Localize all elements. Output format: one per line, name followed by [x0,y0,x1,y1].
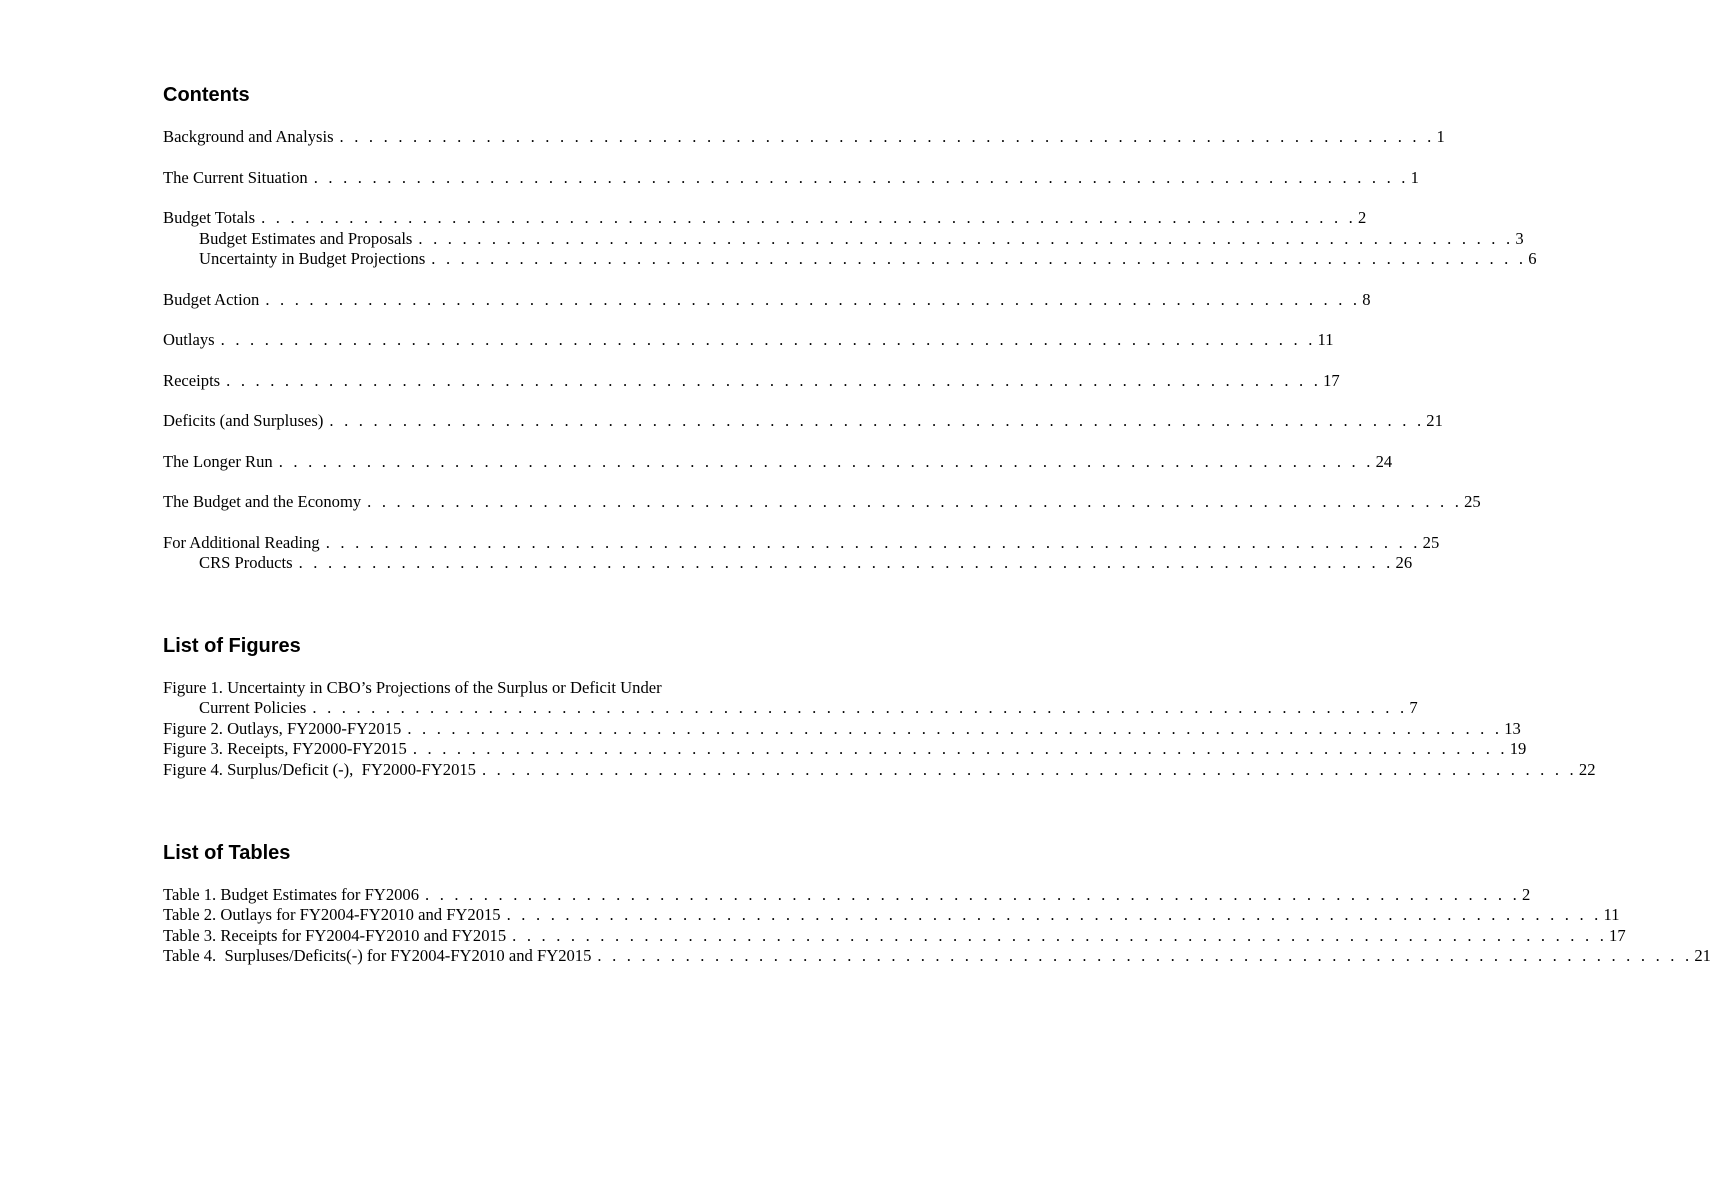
dot-leader: . . . . . . . . . . . . . . . . . . . . . . . . . . . . . . . . . . . . . . . . . . . . . . . . . . . . . . . . . . . . . . . . . . . . . . . . . . . [313,168,1409,187]
toc-entry-label: Budget Action [163,290,260,309]
dot-leader: . . . . . . . . . . . . . . . . . . . . . . . . . . . . . . . . . . . . . . . . . . . . . . . . . . . . . . . . . . . . . . . . . . . . . . . . . . . [407,719,1503,738]
toc-entry-page-number: 1 [1410,168,1419,187]
toc-entry-label: CRS Products [199,553,293,572]
dot-leader: . . . . . . . . . . . . . . . . . . . . . . . . . . . . . . . . . . . . . . . . . . . . . . . . . . . . . . . . . . . . . . . . . . . . . . . . . . . [298,553,1394,572]
dot-leader: . . . . . . . . . . . . . . . . . . . . . . . . . . . . . . . . . . . . . . . . . . . . . . . . . . . . . . . . . . . . . . . . . . . . . . . . . . . [512,926,1608,945]
dot-leader: . . . . . . . . . . . . . . . . . . . . . . . . . . . . . . . . . . . . . . . . . . . . . . . . . . . . . . . . . . . . . . . . . . . . . . . . . . . [265,290,1361,309]
toc-entry-budget-totals[interactable] [163,208,1367,228]
toc-entry-label: Uncertainty in Budget Projections [199,249,426,268]
toc-entry-figure-2[interactable] [163,719,1521,739]
toc-entry-label: Figure 2. Outlays, FY2000-FY2015 [163,719,402,738]
toc-entry-label: Table 4. Surpluses/Deficits(-) for FY2004-FY2010 and FY2015 [163,946,592,965]
figure-1-label-line1[interactable]: Figure 1. Uncertainty in CBO’s Projections of the Surplus or Deficit Under [163,678,662,697]
toc-entry-figure-1[interactable] [199,698,1418,718]
toc-entry-page-number: 25 [1422,533,1440,552]
dot-leader: . . . . . . . . . . . . . . . . . . . . . . . . . . . . . . . . . . . . . . . . . . . . . . . . . . . . . . . . . . . . . . . . . . . . . . . . . . . [220,330,1316,349]
toc-entry-page-number: 19 [1509,739,1527,758]
toc-entry-current-situation[interactable] [163,168,1419,188]
dot-leader: . . . . . . . . . . . . . . . . . . . . . . . . . . . . . . . . . . . . . . . . . . . . . . . . . . . . . . . . . . . . . . . . . . . . . . . . . . . [481,760,1577,779]
contents-heading: Contents [163,84,250,106]
dot-leader: . . . . . . . . . . . . . . . . . . . . . . . . . . . . . . . . . . . . . . . . . . . . . . . . . . . . . . . . . . . . . . . . . . . . . . . . . . . [339,127,1435,146]
toc-entry-page-number: 11 [1317,330,1334,349]
toc-entry-page-number: 25 [1464,492,1481,511]
toc-entry-label: Table 3. Receipts for FY2004-FY2010 and FY2015 [163,926,507,945]
toc-entry-label: The Longer Run [163,452,273,471]
toc-entry-page-number: 17 [1609,926,1626,945]
toc-entry-label: The Budget and the Economy [163,492,362,511]
toc-entry-label: Background and Analysis [163,127,334,146]
toc-entry-crs-products[interactable] [199,553,1413,573]
toc-entry-label: Deficits (and Surpluses) [163,411,324,430]
toc-entry-page-number: 22 [1578,760,1596,779]
toc-entry-label: Table 2. Outlays for FY2004-FY2010 and FY2015 [163,905,501,924]
dot-leader: . . . . . . . . . . . . . . . . . . . . . . . . . . . . . . . . . . . . . . . . . . . . . . . . . . . . . . . . . . . . . . . . . . . . . . . . . . . [506,905,1602,924]
toc-entry-label: For Additional Reading [163,533,320,552]
toc-entry-outlays[interactable] [163,330,1334,350]
toc-entry-page-number: 13 [1504,719,1521,738]
dot-leader: . . . . . . . . . . . . . . . . . . . . . . . . . . . . . . . . . . . . . . . . . . . . . . . . . . . . . . . . . . . . . . . . . . . . . . . . . . . [431,249,1527,268]
toc-entry-budget-action[interactable] [163,290,1371,310]
dot-leader: . . . . . . . . . . . . . . . . . . . . . . . . . . . . . . . . . . . . . . . . . . . . . . . . . . . . . . . . . . . . . . . . . . . . . . . . . . . [418,229,1514,248]
dot-leader: . . . . . . . . . . . . . . . . . . . . . . . . . . . . . . . . . . . . . . . . . . . . . . . . . . . . . . . . . . . . . . . . . . . . . . . . . . . [312,698,1408,717]
toc-entry-label: Budget Estimates and Proposals [199,229,413,248]
toc-entry-page-number: 1 [1436,127,1445,146]
toc-entry-the-longer-run[interactable] [163,452,1393,472]
dot-leader: . . . . . . . . . . . . . . . . . . . . . . . . . . . . . . . . . . . . . . . . . . . . . . . . . . . . . . . . . . . . . . . . . . . . . . . . . . . [597,946,1693,965]
toc-entry-page-number: 2 [1521,885,1531,904]
toc-entry-page-number: 3 [1515,229,1524,248]
toc-entry-label: Receipts [163,371,221,390]
toc-entry-label: Table 1. Budget Estimates for FY2006 [163,885,420,904]
toc-entry-uncertainty-in-budget-projections[interactable] [199,249,1537,269]
dot-leader: . . . . . . . . . . . . . . . . . . . . . . . . . . . . . . . . . . . . . . . . . . . . . . . . . . . . . . . . . . . . . . . . . . . . . . . . . . . [412,739,1508,758]
toc-entry-page-number: 8 [1362,290,1371,309]
toc-entry-page-number: 26 [1395,553,1413,572]
toc-entry-label: The Current Situation [163,168,308,187]
dot-leader: . . . . . . . . . . . . . . . . . . . . . . . . . . . . . . . . . . . . . . . . . . . . . . . . . . . . . . . . . . . . . . . . . . . . . . . . . . . [329,411,1425,430]
toc-entry-page-number: 2 [1358,208,1367,227]
toc-entry-label: Current Policies [199,698,307,717]
toc-entry-page-number: 21 [1426,411,1443,430]
toc-entry-page-number: 11 [1603,905,1620,924]
toc-entry-additional-reading[interactable] [163,533,1440,553]
toc-entry-table-2[interactable] [163,905,1620,925]
dot-leader: . . . . . . . . . . . . . . . . . . . . . . . . . . . . . . . . . . . . . . . . . . . . . . . . . . . . . . . . . . . . . . . . . . . . . . . . . . . [278,452,1374,471]
dot-leader: . . . . . . . . . . . . . . . . . . . . . . . . . . . . . . . . . . . . . . . . . . . . . . . . . . . . . . . . . . . . . . . . . . . . . . . . . . . [325,533,1421,552]
toc-entry-page-number: 24 [1375,452,1393,471]
toc-entry-figure-4[interactable] [163,760,1596,780]
toc-entry-table-1[interactable] [163,885,1531,905]
toc-entry-table-3[interactable] [163,926,1626,946]
toc-entry-table-4[interactable] [163,946,1711,966]
toc-entry-figure-3[interactable] [163,739,1527,759]
toc-entry-background-and-analysis[interactable] [163,127,1445,147]
toc-entry-page-number: 21 [1694,946,1711,965]
toc-entry-label: Outlays [163,330,215,349]
dot-leader: . . . . . . . . . . . . . . . . . . . . . . . . . . . . . . . . . . . . . . . . . . . . . . . . . . . . . . . . . . . . . . . . . . . . . . . . . . . [425,885,1520,904]
dot-leader: . . . . . . . . . . . . . . . . . . . . . . . . . . . . . . . . . . . . . . . . . . . . . . . . . . . . . . . . . . . . . . . . . . . . . . . . . . . [261,208,1357,227]
toc-entry-deficits-and-surpluses[interactable] [163,411,1443,431]
toc-entry-receipts[interactable] [163,371,1340,391]
toc-entry-page-number: 7 [1409,698,1418,717]
toc-entry-page-number: 17 [1323,371,1340,390]
toc-entry-budget-and-economy[interactable] [163,492,1481,512]
list-of-figures-heading: List of Figures [163,635,301,657]
toc-entry-label: Figure 4. Surplus/Deficit (-), FY2000-FY2015 [163,760,476,779]
toc-entry-label: Budget Totals [163,208,256,227]
toc-entry-page-number: 6 [1528,249,1537,268]
list-of-tables-heading: List of Tables [163,842,291,864]
dot-leader: . . . . . . . . . . . . . . . . . . . . . . . . . . . . . . . . . . . . . . . . . . . . . . . . . . . . . . . . . . . . . . . . . . . . . . . . . . . [367,492,1463,511]
toc-entry-budget-estimates-and-proposals[interactable] [199,229,1524,249]
toc-entry-label: Figure 3. Receipts, FY2000-FY2015 [163,739,407,758]
dot-leader: . . . . . . . . . . . . . . . . . . . . . . . . . . . . . . . . . . . . . . . . . . . . . . . . . . . . . . . . . . . . . . . . . . . . . . . . . . . [226,371,1322,390]
